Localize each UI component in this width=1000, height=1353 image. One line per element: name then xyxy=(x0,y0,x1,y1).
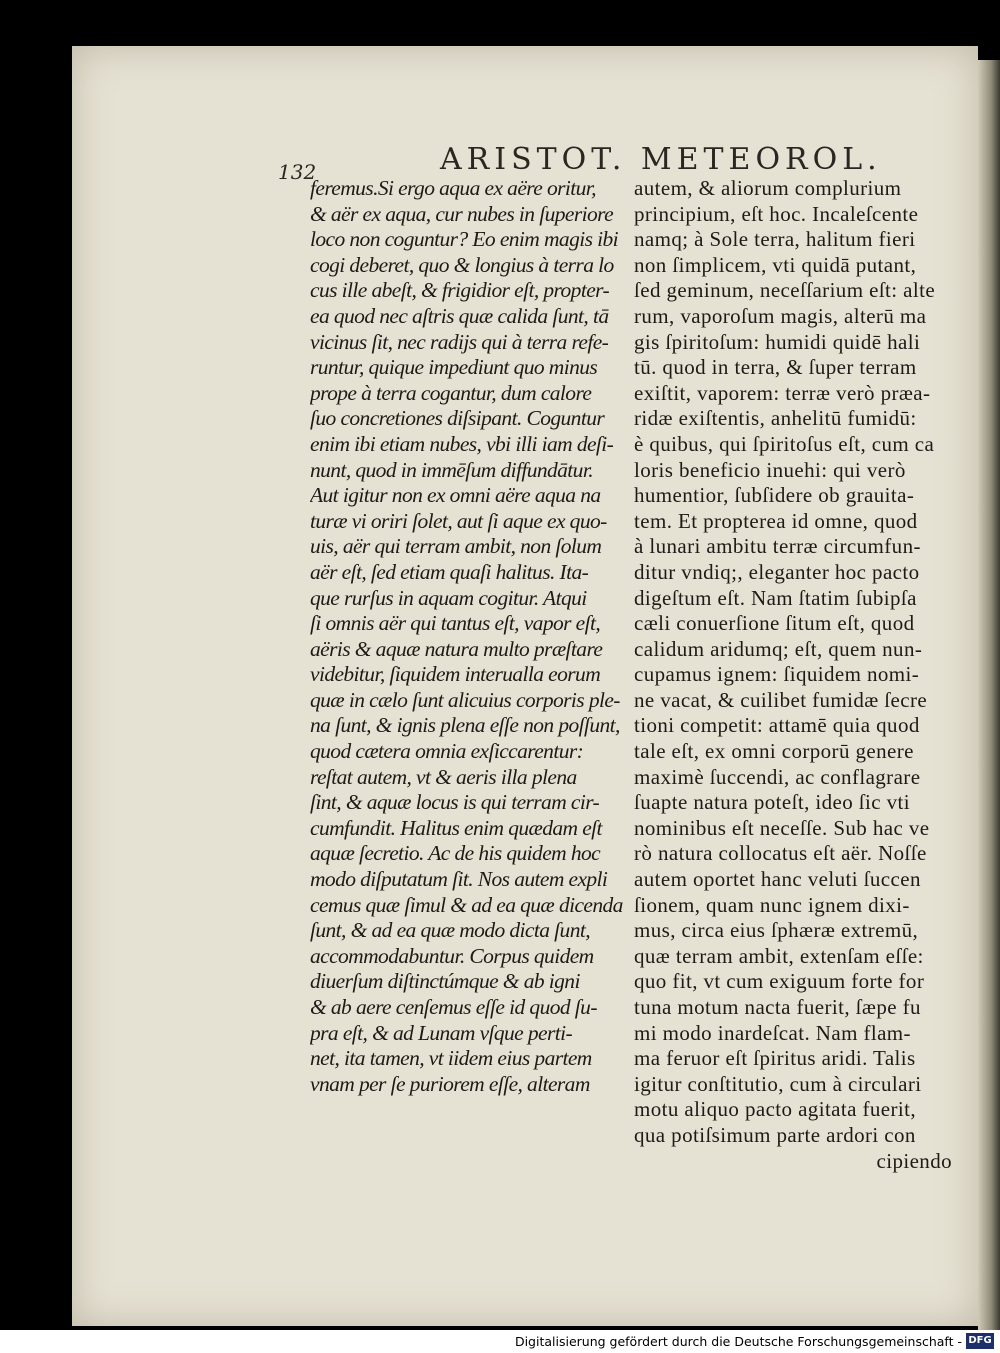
text-line-left: ſi omnis aër qui tantus eſt, vapor eſt, xyxy=(310,611,601,636)
text-line-right: tū. quod in terra, & ſuper terram xyxy=(634,355,917,380)
text-line-right: calidum aridumq; eſt, quem nun- xyxy=(634,636,923,661)
page-edge xyxy=(978,60,1000,1350)
text-line-right: mi modo inardeſcat. Nam flam- xyxy=(634,1020,911,1045)
text-line-left: runtur, quique impediunt quo minus xyxy=(310,355,598,380)
right-text-column xyxy=(634,176,952,1174)
text-line-left: ſuo concretiones diſsipant. Coguntur xyxy=(310,406,605,431)
text-line-left: quod cætera omnia exſiccarentur: xyxy=(310,739,584,764)
text-line-left: & aër ex aqua, cur nubes in ſuperiore xyxy=(310,201,614,226)
text-line-right: tale eſt, ex omni corporū genere xyxy=(634,739,914,764)
text-line-right: ſionem, quam nunc ignem dixi- xyxy=(634,892,910,917)
text-line-right: non ſimplicem, vti quidā putant, xyxy=(634,252,917,277)
text-line-left: Aut igitur non ex omni aëre aqua na xyxy=(310,483,601,508)
text-line-right: ſuapte natura poteſt, ideo ſic vti xyxy=(634,790,911,815)
text-line-right: igitur conſtitutio, cum à circulari xyxy=(634,1071,922,1096)
text-line-left: que rurſus in aquam cogitur. Atqui xyxy=(310,585,587,610)
text-line-left: enim ibi etiam nubes, vbi illi iam deſi- xyxy=(310,431,614,456)
text-line-left: pra eſt, & ad Lunam vſque perti- xyxy=(310,1020,573,1045)
text-line-left: loco non coguntur? Eo enim magis ibi xyxy=(310,227,619,252)
text-line-right: rò natura collocatus eſt aër. Noſſe xyxy=(634,841,927,866)
text-line-right: autem oportet hanc veluti ſuccen xyxy=(634,867,921,892)
text-line-right: rum, vaporoſum magis, alterū ma xyxy=(634,303,927,328)
text-line-left: reſtat autem, vt & aeris illa plena xyxy=(310,764,577,789)
text-line-right: exiſtit, vaporem: terræ verò præa- xyxy=(634,380,931,405)
text-line-right: à lunari ambitu terræ circumfun- xyxy=(634,534,921,559)
text-line-left: feremus.Si ergo aqua ex aëre oritur, xyxy=(310,176,596,200)
text-line-left: aëris & aquæ natura multo præſtare xyxy=(310,636,603,661)
text-line-left: modo diſputatum ſit. Nos autem expli xyxy=(310,867,608,892)
text-line-left: ſint, & aquæ locus is qui terram cir- xyxy=(310,790,600,815)
text-line-left: aër eſt, ſed etiam quaſi halitus. Ita- xyxy=(310,559,589,584)
text-line-left: prope à terra cogantur, dum calore xyxy=(310,380,592,405)
text-line-right: ridæ exiſtentis, anhelitū fumidū: xyxy=(634,406,917,431)
text-line-right: quo fit, vt cum exiguum forte for xyxy=(634,969,925,994)
text-line-right: gis ſpiritoſum: humidi quidē hali xyxy=(634,329,921,354)
text-line-left: ſunt, & ad ea quæ modo dicta ſunt, xyxy=(310,918,590,943)
text-line-right: cupamus ignem: ſiquidem nomi- xyxy=(634,662,920,687)
text-line-left: cus ille abeſt, & frigidior eſt, propter- xyxy=(310,278,610,303)
text-line-right: nominibus eſt neceſſe. Sub hac ve xyxy=(634,815,930,840)
text-line-right: qua potiſsimum parte ardori con xyxy=(634,1122,916,1147)
running-head: ARISTOT. METEOROL. xyxy=(440,142,882,177)
page-number: 132 xyxy=(278,160,317,184)
text-line-right: è quibus, qui ſpiritoſus eſt, cum ca xyxy=(634,431,935,456)
text-line-right: cipiendo xyxy=(876,1148,952,1173)
text-line-left: cemus quæ ſimul & ad ea quæ dicenda xyxy=(310,892,623,917)
text-line-right: tem. Et propterea id omne, quod xyxy=(634,508,918,533)
text-line-left: videbitur, ſiquidem interualla eorum xyxy=(310,662,601,687)
text-line-left: na ſunt, & ignis plena eſſe non poſſunt, xyxy=(310,713,620,738)
text-line-right: principium, eſt hoc. Incaleſcente xyxy=(634,201,919,226)
text-line-right: ſed geminum, neceſſarium eſt: alte xyxy=(634,278,936,303)
footer-bar xyxy=(0,1330,1000,1353)
text-line-left: accommodabuntur. Corpus quidem xyxy=(310,943,594,968)
text-line-left: turæ vi oriri ſolet, aut ſi aque ex quo- xyxy=(310,508,607,533)
text-line-right: quæ terram ambit, extenſam eſſe: xyxy=(634,943,924,968)
text-line-left: cumfundit. Halitus enim quædam eſt xyxy=(310,815,602,840)
footer-credit: Digitalisierung gefördert durch die Deutsche Forschungsgemeinschaft - xyxy=(514,1334,962,1349)
left-text-column xyxy=(310,176,630,1097)
text-line-left: nunt, quod in immēſum diffundātur. xyxy=(310,457,593,482)
text-line-right: tioni competit: attamē quia quod xyxy=(634,713,920,738)
text-line-left: aquæ ſecretio. Ac de his quidem hoc xyxy=(310,841,601,866)
text-line-left: cogi deberet, quo & longius à terra lo xyxy=(310,252,614,277)
text-line-left: vicinus ſit, nec radijs qui à terra refe- xyxy=(310,329,609,354)
dfg-logo: DFG xyxy=(966,1333,994,1349)
text-line-left: quæ in cælo ſunt alicuius corporis ple- xyxy=(310,687,620,712)
text-line-right: autem, & aliorum complurium xyxy=(634,176,902,200)
text-line-left: vnam per ſe puriorem eſſe, alteram xyxy=(310,1071,590,1096)
text-line-left: diuerſum diſtinctúmque & ab igni xyxy=(310,969,580,994)
text-line-left: uis, aër qui terram ambit, non ſolum xyxy=(310,534,602,559)
text-line-right: mus, circa eius ſphæræ extremū, xyxy=(634,918,919,943)
text-line-right: maximè ſuccendi, ac conflagrare xyxy=(634,764,921,789)
text-line-right: humentior, ſubſidere ob grauita- xyxy=(634,483,915,508)
text-line-left: & ab aere cenſemus eſſe id quod ſu- xyxy=(310,995,597,1019)
text-line-right: ma feruor eſt ſpiritus aridi. Talis xyxy=(634,1046,916,1071)
text-line-right: ne vacat, & cuilibet fumidæ ſecre xyxy=(634,687,928,712)
text-line-right: motu aliquo pacto agitata fuerit, xyxy=(634,1097,917,1122)
text-line-right: cæli conuerſione ſitum eſt, quod xyxy=(634,611,915,636)
text-line-left: net, ita tamen, vt iidem eius partem xyxy=(310,1046,592,1071)
text-line-right: namq; à Sole terra, halitum fieri xyxy=(634,227,916,252)
text-line-right: loris beneficio inuehi: qui verò xyxy=(634,457,906,482)
text-line-right: digeſtum eſt. Nam ſtatim ſubipſa xyxy=(634,585,917,610)
text-line-right: tuna motum nacta fuerit, ſæpe fu xyxy=(634,995,921,1019)
text-line-right: ditur vndiq;, eleganter hoc pacto xyxy=(634,559,920,584)
text-line-left: ea quod nec aſtris quæ calida ſunt, tā xyxy=(310,303,609,328)
